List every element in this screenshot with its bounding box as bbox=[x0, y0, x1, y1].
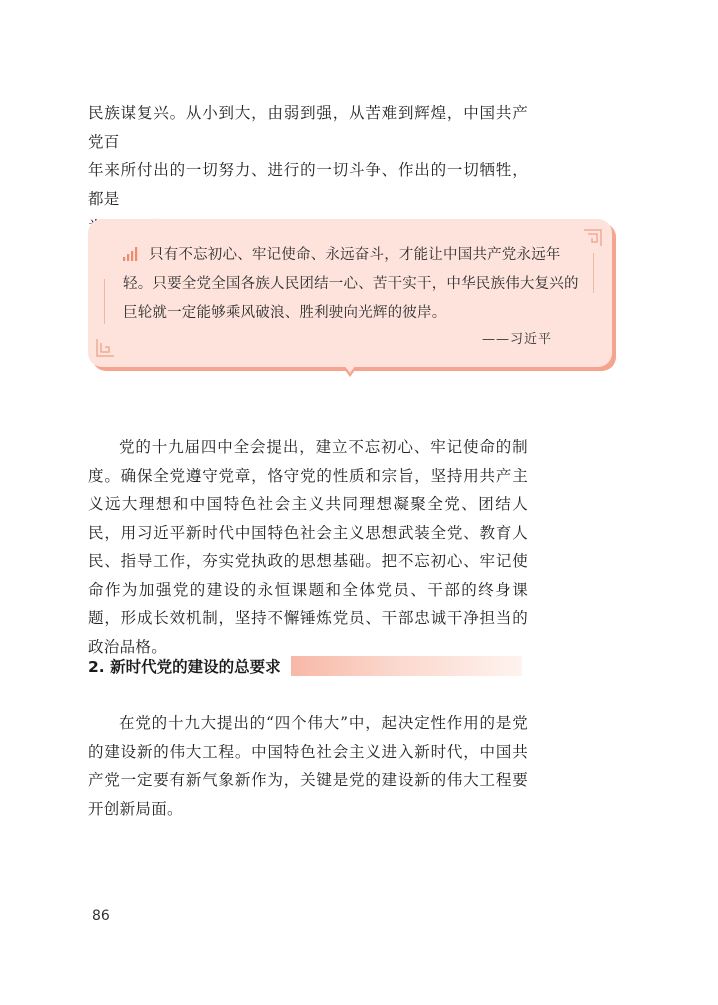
decorative-line-right bbox=[593, 253, 594, 293]
middle-paragraph-text: 党的十九届四中全会提出，建立不忘初心、牢记使命的制度。确保全党遵守党章，恪守党的性质和宗旨，坚持用共产主义远大理想和中国特色社会主义共同理想凝聚全党、团结人民，用习近平新时代中国特色社会主义思想武装全党、教育人民、指导工作，夯实党执政的思想基础。把不忘初心、牢记使命作为加强党的建设的永恒课题和全体党员、干部的终身课题，形成长效机制，坚持不懈锤炼党员、干部忠诚干净担当的政治品格。 bbox=[88, 438, 528, 656]
quote-card-tail bbox=[341, 361, 359, 373]
decorative-line-left bbox=[104, 279, 105, 324]
bottom-paragraph bbox=[88, 709, 528, 823]
top-paragraph-line-2: 年来所付出的一切努力、进行的一切斗争、作出的一切牺牲，都是 bbox=[88, 161, 528, 208]
page-number: 86 bbox=[92, 908, 110, 924]
section-heading-bar bbox=[291, 656, 522, 676]
middle-paragraph bbox=[88, 433, 528, 661]
quote-card bbox=[88, 219, 612, 367]
top-paragraph-line-1: 民族谋复兴。从小到大，由弱到强，从苦难到辉煌，中国共产党百 bbox=[88, 104, 528, 151]
corner-ornament-bottom-left-icon bbox=[96, 339, 114, 357]
section-heading-text: 2. 新时代党的建设的总要求 bbox=[88, 658, 281, 676]
corner-ornament-top-right-icon bbox=[584, 229, 602, 247]
section-heading bbox=[88, 655, 522, 677]
quote-text: 只有不忘初心、牢记使命、永远奋斗，才能让中国共产党永远年轻。只要全党全国各族人民团结一心、苦干实干，中华民族伟大复兴的巨轮就一定能够乘风破浪、胜利驶向光辉的彼岸。 bbox=[123, 247, 579, 321]
bottom-paragraph-text: 在党的十九大提出的“四个伟大”中，起决定性作用的是党的建设新的伟大工程。中国特色社会主义进入新时代，中国共产党一定要有新气象新作为，关键是党的建设新的伟大工程要开创新局面。 bbox=[88, 714, 528, 818]
quote-author: ——习近平 bbox=[481, 332, 552, 347]
